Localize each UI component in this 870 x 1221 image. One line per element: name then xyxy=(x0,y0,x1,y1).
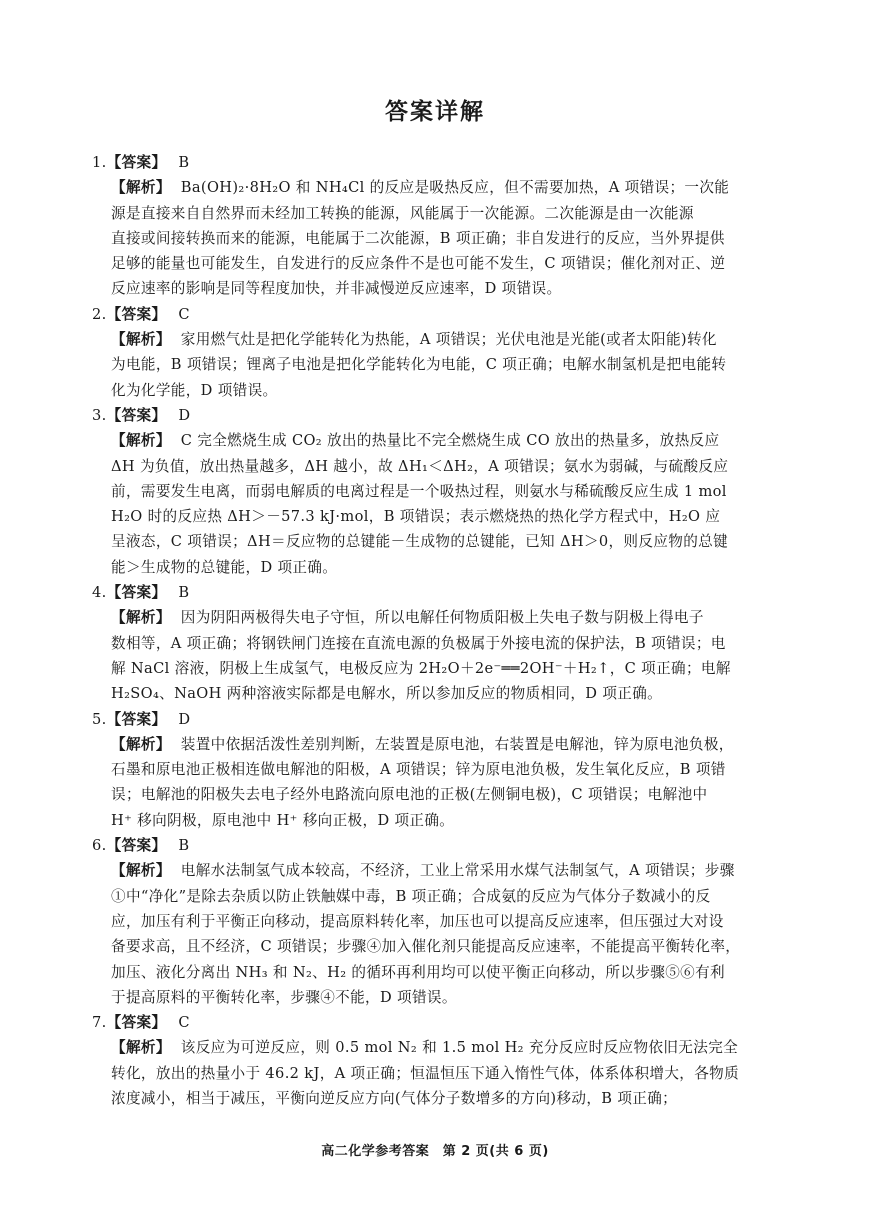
answer-item xyxy=(92,403,792,580)
analysis-text: C 完全燃烧生成 CO₂ 放出的热量比不完全燃烧生成 CO 放出的热量多，放热反应 xyxy=(180,432,720,450)
analysis-line xyxy=(92,858,792,883)
answer-line xyxy=(92,580,792,605)
answer-choice: C xyxy=(178,305,190,323)
question-number: 7. xyxy=(92,1014,107,1032)
analysis-text: 应，加压有利于平衡正向移动，提高原料转化率，加压也可以提高反应速率，但压强过大对设 xyxy=(111,912,724,930)
analysis-text: Ba(OH)₂·8H₂O 和 NH₄Cl 的反应是吸热反应，但不需要加热，A 项错误；一次能 xyxy=(180,179,730,197)
answer-list xyxy=(92,150,792,1111)
question-number: 4. xyxy=(92,584,107,602)
analysis-text: ①中“净化”是除去杂质以防止铁触媒中毒，B 项正确；合成氨的反应为气体分子数减小的反 xyxy=(111,887,711,905)
analysis-tag: 【解析】 xyxy=(111,179,171,197)
analysis-line xyxy=(92,428,792,453)
question-number: 2. xyxy=(92,305,107,323)
question-number: 3. xyxy=(92,406,107,424)
answer-tag: 【答案】 xyxy=(106,406,167,424)
answer-choice: D xyxy=(178,406,191,424)
answer-choice: B xyxy=(178,154,190,171)
answer-line xyxy=(92,150,792,175)
analysis-text: 于提高原料的平衡转化率，步骤④不能，D 项错误。 xyxy=(111,988,457,1006)
analysis-text: H₂SO₄、NaOH 两种溶液实际都是电解水，所以参加反应的物质相同，D 项正确。 xyxy=(111,685,663,703)
answer-line xyxy=(92,403,792,428)
analysis-text: 化为化学能，D 项错误。 xyxy=(111,381,278,399)
question-number: 6. xyxy=(92,837,107,855)
answer-line xyxy=(92,833,792,858)
analysis-tag: 【解析】 xyxy=(111,609,171,627)
answer-line xyxy=(92,707,792,732)
analysis-text: 电解水法制氢气成本较高，不经济，工业上常采用水煤气法制氢气，A 项错误；步骤 xyxy=(180,862,735,880)
analysis-text: 前，需要发生电离，而弱电解质的电离过程是一个吸热过程，则氨水与稀硫酸反应生成 1 mol xyxy=(111,482,727,500)
answer-line xyxy=(92,302,792,327)
analysis-text: 为电能，B 项错误；锂离子电池是把化学能转化为电能，C 项正确；电解水制氢机是把电能转 xyxy=(111,356,727,374)
answer-choice: D xyxy=(178,710,191,728)
answer-choice: C xyxy=(178,1014,190,1032)
analysis-text: 备要求高，且不经济，C 项错误；步骤④加入催化剂只能提高反应速率，不能提高平衡转化率， xyxy=(111,938,741,956)
answer-choice: B xyxy=(178,584,190,602)
answer-tag: 【答案】 xyxy=(106,305,167,323)
answer-tag: 【答案】 xyxy=(106,154,167,171)
analysis-text: 家用燃气灶是把化学能转化为热能，A 项错误；光伏电池是光能(或者太阳能)转化 xyxy=(180,331,717,349)
analysis-line xyxy=(92,327,792,352)
analysis-text: 误；电解池的阳极失去电子经外电路流向原电池的正极(左侧铜电极)，C 项错误；电解池中 xyxy=(111,786,708,804)
analysis-tag: 【解析】 xyxy=(111,331,171,349)
answer-tag: 【答案】 xyxy=(106,1014,167,1032)
analysis-text: 石墨和原电池正极相连做电解池的阳极，A 项错误；锌为原电池负极，发生氧化反应，B 项错 xyxy=(111,761,726,779)
analysis-text: 呈液态，C 项错误；ΔH＝反应物的总键能－生成物的总键能，已知 ΔH＞0，则反应物的总键 xyxy=(111,533,729,551)
analysis-text: 因为阴阳两极得失电子守恒，所以电解任何物质阳极上失电子数与阴极上得电子 xyxy=(180,609,704,627)
analysis-text: 源是直接来自自然界而未经加工转换的能源，风能属于一次能源。二次能源是由一次能源 xyxy=(111,204,694,222)
question-number: 5. xyxy=(92,710,107,728)
analysis-text: 该反应为可逆反应，则 0.5 mol N₂ 和 1.5 mol H₂ 充分反应时反应物依旧无法完全 xyxy=(180,1039,739,1057)
analysis-tag: 【解析】 xyxy=(111,862,171,880)
answer-line xyxy=(92,1010,792,1035)
analysis-tag: 【解析】 xyxy=(111,432,171,450)
analysis-line xyxy=(92,1035,792,1060)
analysis-line xyxy=(92,732,792,757)
answer-item xyxy=(92,1010,792,1111)
analysis-text: 足够的能量也可能发生，自发进行的反应条件不是也可能不发生，C 项错误；催化剂对正、逆 xyxy=(111,255,726,273)
analysis-text: 数相等，A 项正确；将钢铁闸门连接在直流电源的负极属于外接电流的保护法，B 项错误；电 xyxy=(111,634,726,652)
analysis-line xyxy=(92,605,792,630)
analysis-tag: 【解析】 xyxy=(111,735,171,753)
analysis-text: 解 NaCl 溶液，阴极上生成氢气，电极反应为 2H₂O＋2e⁻══2OH⁻＋H₂↑，C 项正确；电解 xyxy=(111,659,731,677)
answer-item xyxy=(92,580,792,706)
answer-tag: 【答案】 xyxy=(106,837,167,855)
answer-item xyxy=(92,833,792,1010)
answer-item xyxy=(92,150,792,302)
analysis-text: ΔH 为负值，放出热量越多，ΔH 越小，故 ΔH₁＜ΔH₂，A 项错误；氨水为弱碱，与硫酸反应 xyxy=(111,457,729,475)
analysis-tag: 【解析】 xyxy=(111,1039,171,1057)
answer-tag: 【答案】 xyxy=(106,710,167,728)
analysis-text: 装置中依据活泼性差别判断，左装置是原电池，右装置是电解池，锌为原电池负极， xyxy=(180,735,734,753)
analysis-text: 能＞生成物的总键能，D 项正确。 xyxy=(111,558,338,576)
analysis-text: 加压、液化分离出 NH₃ 和 N₂、H₂ 的循环再利用均可以使平衡正向移动，所以步骤⑤⑥有利 xyxy=(111,963,725,981)
question-number: 1. xyxy=(92,154,107,171)
analysis-text: 直接或间接转换而来的能源，电能属于二次能源，B 项正确；非自发进行的反应，当外界提供 xyxy=(111,229,725,247)
answer-item xyxy=(92,707,792,833)
analysis-text: 转化，放出的热量小于 46.2 kJ，A 项正确；恒温恒压下通入惰性气体，体系体积增大，各物质 xyxy=(111,1064,740,1082)
answer-choice: B xyxy=(178,837,190,855)
page-footer: 高二化学参考答案 第 2 页(共 6 页) xyxy=(321,1144,549,1159)
analysis-text: H⁺ 移向阴极，原电池中 H⁺ 移向正极，D 项正确。 xyxy=(111,811,455,829)
analysis-text: H₂O 时的反应热 ΔH＞－57.3 kJ·mol，B 项错误；表示燃烧热的热化学方程式中，H₂O 应 xyxy=(111,508,721,526)
analysis-line xyxy=(92,175,792,200)
answer-tag: 【答案】 xyxy=(106,584,167,602)
analysis-text: 反应速率的影响是同等程度加快，并非减慢逆反应速率，D 项错误。 xyxy=(111,280,562,298)
page-title: 答案详解 xyxy=(385,99,485,125)
analysis-text: 浓度减小，相当于减压，平衡向逆反应方向(气体分子数增多的方向)移动，B 项正确； xyxy=(111,1089,678,1107)
answer-item xyxy=(92,302,792,403)
